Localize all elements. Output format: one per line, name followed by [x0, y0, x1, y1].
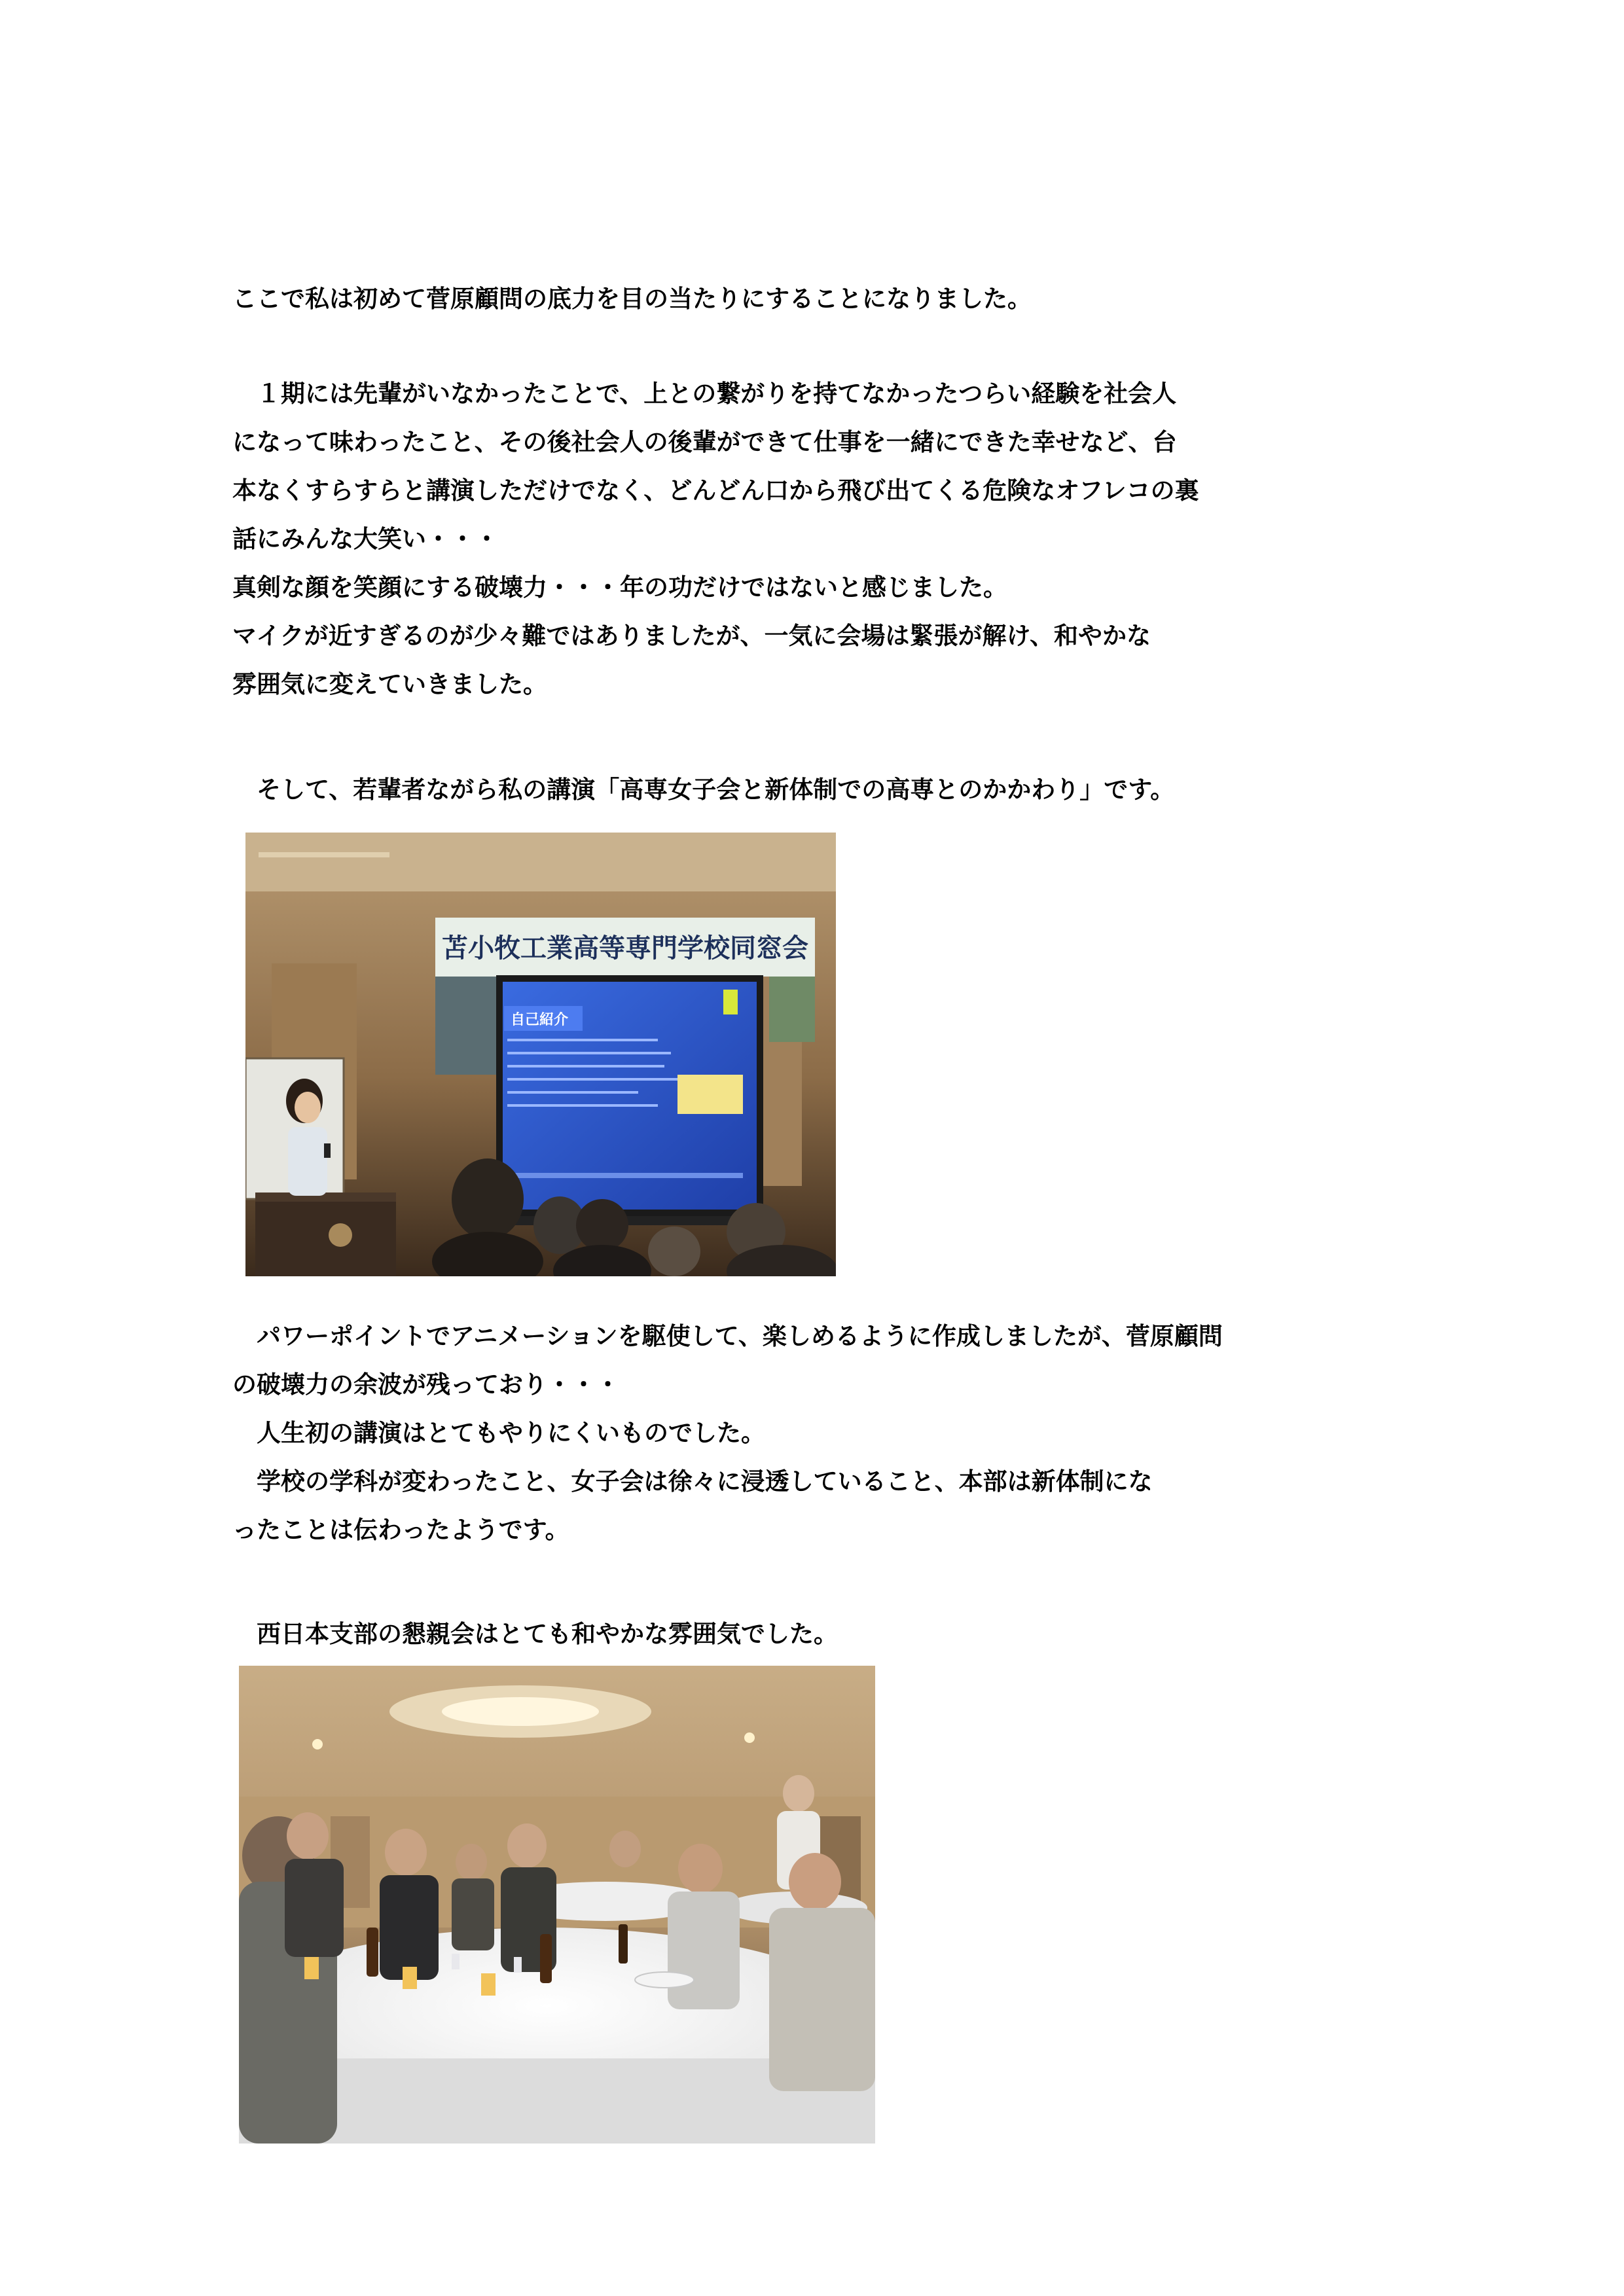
reception-photo	[239, 1666, 875, 2144]
text-line: １期には先輩がいなかったことで、上との繋がりを持てなかったつらい経験を社会人	[232, 380, 1177, 408]
paragraph-reception	[232, 1610, 1411, 1659]
text-line: 真剣な顔を笑顔にする破壊力・・・年の功だけではないと感じました。	[232, 573, 1007, 601]
text-line: 学校の学科が変わったこと、女子会は徐々に浸透していること、本部は新体制にな	[232, 1467, 1153, 1496]
presentation-photo	[245, 833, 836, 1276]
text-line: ここで私は初めて菅原顧問の底力を目の当たりにすることになりました。	[232, 285, 1032, 313]
text-line: 本なくすらすらと講演しただけでなく、どんどん口から飛び出てくる危険なオフレコの裏	[232, 476, 1199, 505]
text-line: 雰囲気に変えていきました。	[232, 670, 547, 698]
text-line: 西日本支部の懇親会はとても和やかな雰囲気でした。	[232, 1620, 838, 1648]
text-line: ったことは伝わったようです。	[232, 1516, 569, 1544]
presentation-photo-illustration	[245, 833, 836, 1276]
text-line: パワーポイントでアニメーションを駆使して、楽しめるように作成しましたが、菅原顧問	[232, 1322, 1223, 1350]
text-line: 話にみんな大笑い・・・	[232, 525, 499, 553]
slide-title: 自己紹介	[511, 1012, 569, 1028]
paragraph-intro	[232, 275, 1411, 323]
text-line: そして、若輩者ながら私の講演「高専女子会と新体制での高専とのかかわり」です。	[232, 776, 1175, 804]
paragraph-sugawara-talk	[232, 370, 1411, 709]
text-line: になって味わったこと、その後社会人の後輩ができて仕事を一緒にできた幸せなど、台	[232, 428, 1177, 456]
paragraph-my-talk	[232, 766, 1411, 814]
banner-text: 苫小牧工業高等専門学校同窓会	[442, 933, 808, 963]
reception-photo-illustration	[239, 1666, 875, 2144]
paragraph-powerpoint	[232, 1312, 1411, 1554]
text-line: の破壊力の余波が残っており・・・	[232, 1371, 620, 1399]
text-line: 人生初の講演はとてもやりにくいものでした。	[232, 1419, 765, 1447]
text-line: マイクが近すぎるのが少々難ではありましたが、一気に会場は緊張が解け、和やかな	[232, 622, 1151, 650]
